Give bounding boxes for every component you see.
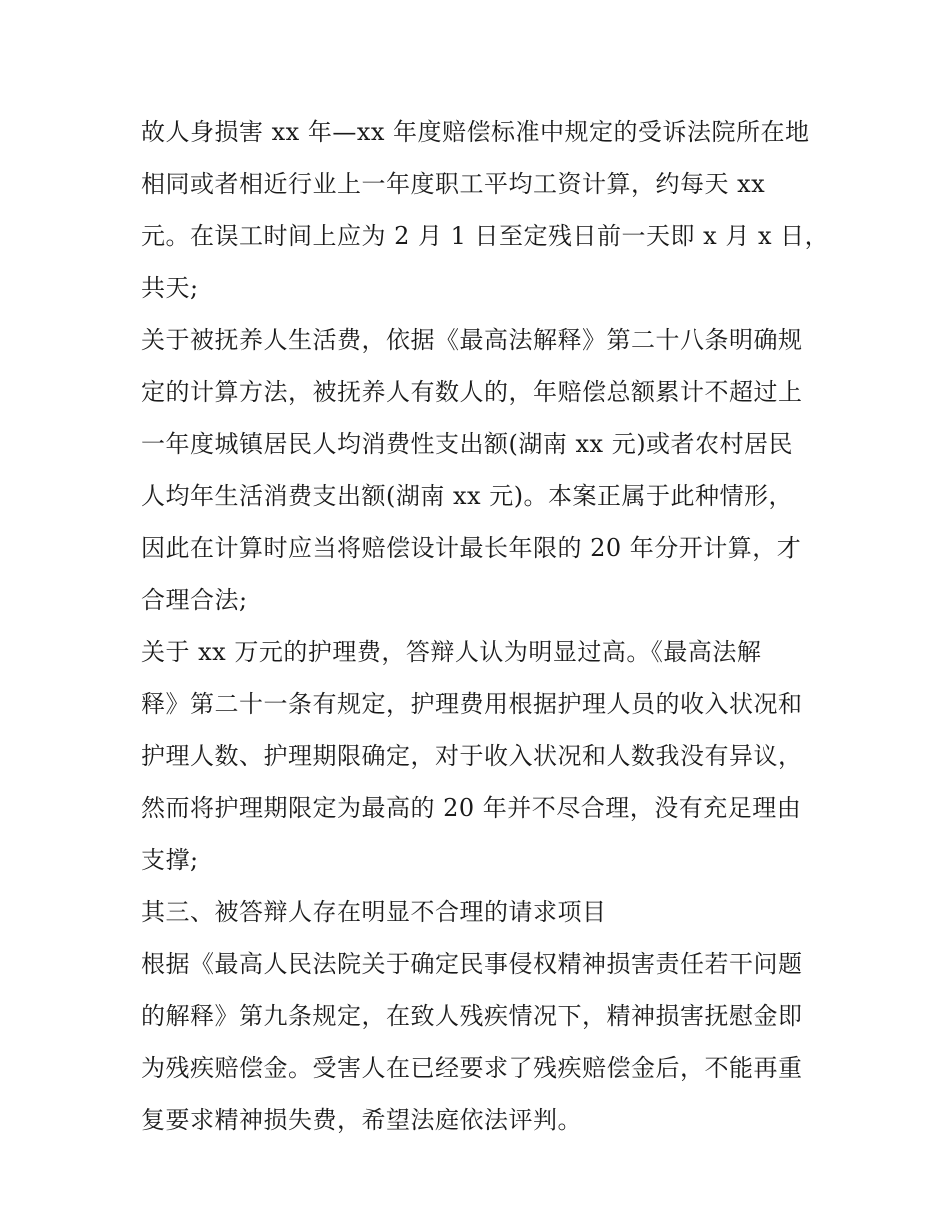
text-line: 相同或者相近行业上一年度职工平均工资计算，约每天 xx [141,170,766,198]
text-line: 关于 xx 万元的护理费，答辩人认为明显过高。《最高法解 [141,638,762,666]
text-line: 合理合法; [141,586,248,614]
text-line: 共天; [141,274,199,302]
text-line: 复要求精神损失费，希望法庭依法评判。 [141,1106,582,1134]
section-heading: 其三、被答辩人存在明显不合理的请求项目 [141,898,607,926]
text-line: 的解释》第九条规定，在致人残疾情况下，精神损害抚慰金即 [141,1002,803,1030]
text-line: 故人身损害 xx 年—xx 年度赔偿标准中规定的受诉法院所在地 [141,118,810,146]
text-line: 然而将护理期限定为最高的 20 年并不尽合理，没有充足理由 [141,794,802,822]
text-line: 支撑; [141,846,199,874]
text-line: 一年度城镇居民人均消费性支出额(湖南 xx 元)或者农村居民 [141,430,794,458]
text-line: 因此在计算时应当将赔偿设计最长年限的 20 年分开计算，才 [141,534,802,562]
text-line: 护理人数、护理期限确定，对于收入状况和人数我没有异议， [141,742,803,770]
text-line: 为残疾赔偿金。受害人在已经要求了残疾赔偿金后，不能再重 [141,1054,803,1082]
text-line: 关于被抚养人生活费，依据《最高法解释》第二十八条明确规 [141,326,803,354]
text-line: 元。在误工时间上应为 2 月 1 日至定残日前一天即 x 月 x 日， [141,222,830,250]
text-line: 人均年生活消费支出额(湖南 xx 元)。本案正属于此种情形， [141,482,794,510]
text-line: 根据《最高人民法院关于确定民事侵权精神损害责任若干问题 [141,950,803,978]
text-line: 定的计算方法，被抚养人有数人的，年赔偿总额累计不超过上 [141,378,803,406]
document-body [141,106,831,1146]
text-line: 释》第二十一条有规定，护理费用根据护理人员的收入状况和 [141,690,803,718]
